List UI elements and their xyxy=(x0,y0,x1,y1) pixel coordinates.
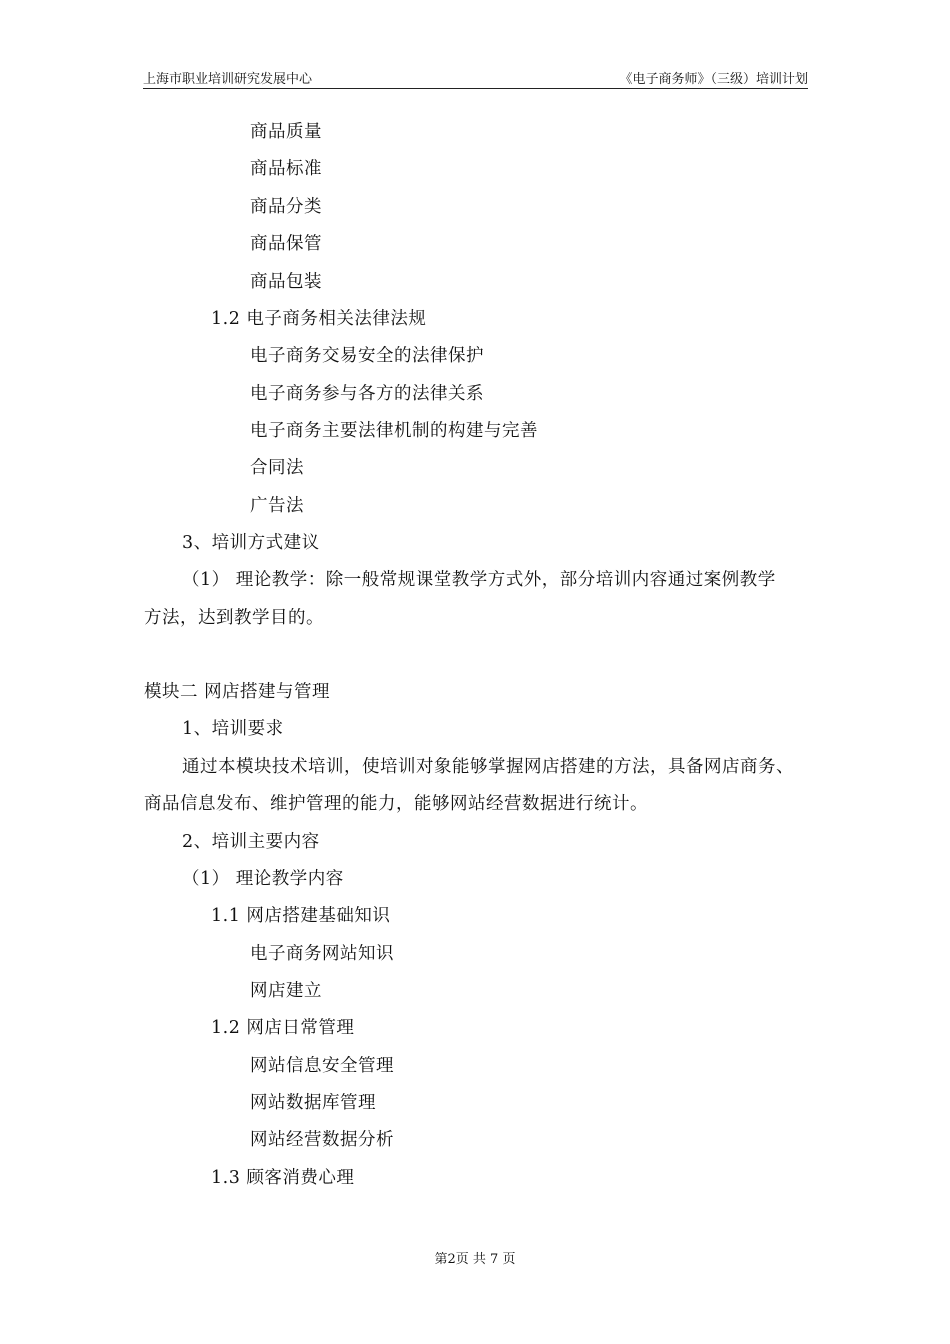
header-document-title: 《电子商务师》（三级）培训计划 xyxy=(619,72,808,87)
text-line: 商品质量 xyxy=(250,122,322,142)
subsection-heading: （1） 理论教学内容 xyxy=(182,869,344,889)
paragraph-line: 商品信息发布、维护管理的能力，能够网站经营数据进行统计。 xyxy=(144,794,648,814)
text-line: 电子商务交易安全的法律保护 xyxy=(250,346,484,366)
text-line: 网站经营数据分析 xyxy=(250,1130,394,1150)
text-line: 电子商务参与各方的法律关系 xyxy=(250,384,484,404)
text-line: 商品分类 xyxy=(250,197,322,217)
subsection-heading: 1.1 网店搭建基础知识 xyxy=(211,906,391,926)
text-line: 电子商务网站知识 xyxy=(250,944,394,964)
subsection-heading: 1.3 顾客消费心理 xyxy=(211,1168,355,1188)
text-line: 广告法 xyxy=(250,496,304,516)
section-heading: 2、培训主要内容 xyxy=(182,832,320,852)
page-header xyxy=(143,66,808,89)
subsection-heading: 1.2 网店日常管理 xyxy=(211,1018,355,1038)
module-heading: 模块二 网店搭建与管理 xyxy=(144,682,331,702)
header-organization: 上海市职业培训研究发展中心 xyxy=(143,72,313,87)
text-line: 网店建立 xyxy=(250,981,322,1001)
text-line: 电子商务主要法律机制的构建与完善 xyxy=(250,421,538,441)
text-line: 商品标准 xyxy=(250,159,322,179)
subsection-heading: 1.2 电子商务相关法律法规 xyxy=(211,309,427,329)
section-heading: 1、培训要求 xyxy=(182,719,284,739)
section-heading: 3、培训方式建议 xyxy=(182,533,320,553)
text-line: 合同法 xyxy=(250,458,304,478)
paragraph-line: 方法，达到教学目的。 xyxy=(144,608,324,628)
text-line: 商品保管 xyxy=(250,234,322,254)
page-footer: 第2页 共 7 页 xyxy=(434,1252,516,1267)
text-line: 商品包装 xyxy=(250,272,322,292)
text-line: 网站信息安全管理 xyxy=(250,1056,394,1076)
paragraph-line: 通过本模块技术培训，使培训对象能够掌握网店搭建的方法，具备网店商务、 xyxy=(182,757,794,777)
text-line: 网站数据库管理 xyxy=(250,1093,376,1113)
paragraph-line: （1） 理论教学：除一般常规课堂教学方式外，部分培训内容通过案例教学 xyxy=(182,570,776,590)
